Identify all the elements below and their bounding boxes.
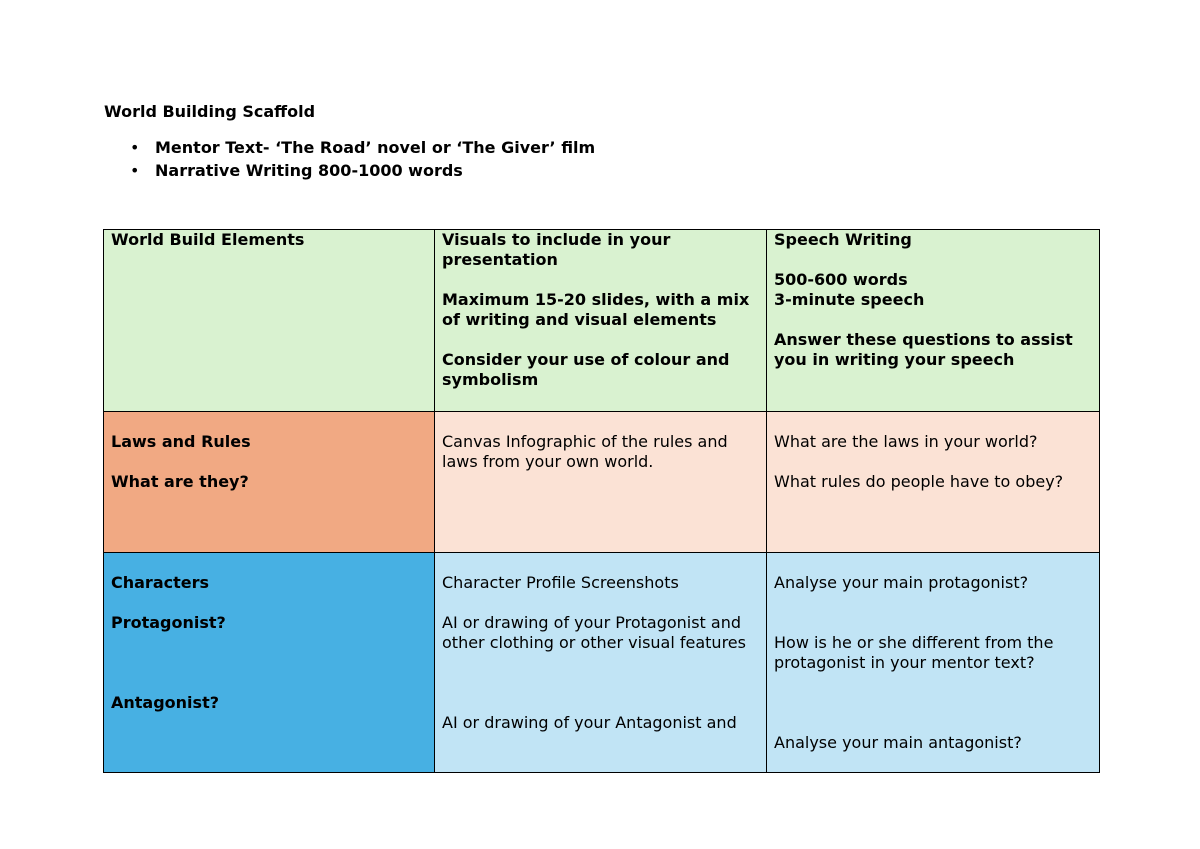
- header-visuals-title: Visuals to include in your presentation: [442, 230, 671, 269]
- bullet-text: Narrative Writing 800-1000 words: [155, 161, 463, 180]
- characters-speech-cell: [767, 553, 1100, 773]
- laws-label-question: What are they?: [111, 472, 249, 491]
- characters-question-3: Analyse your main antagonist?: [774, 733, 1022, 752]
- header-speech-words: 500-600 words: [774, 270, 908, 289]
- table-row-characters: [104, 553, 1100, 773]
- table-row-laws: [104, 412, 1100, 553]
- header-speech-title: Speech Writing: [774, 230, 912, 249]
- laws-question-2: What rules do people have to obey?: [774, 472, 1064, 491]
- bullet-text: Mentor Text- ‘The Road’ novel or ‘The Giver’ film: [155, 138, 596, 157]
- header-cell-elements: [104, 230, 435, 412]
- header-speech-instructions: Answer these questions to assist you in writing your speech: [774, 330, 1073, 369]
- characters-visual-1: Character Profile Screenshots: [442, 573, 679, 592]
- laws-visual-text: Canvas Infographic of the rules and laws from your own world.: [442, 432, 728, 471]
- bullet-dot-icon: •: [130, 138, 140, 157]
- world-building-table: [103, 229, 1100, 773]
- laws-question-1: What are the laws in your world?: [774, 432, 1038, 451]
- header-elements-text: World Build Elements: [111, 230, 305, 249]
- header-speech-duration: 3-minute speech: [774, 290, 925, 309]
- characters-label-antagonist: Antagonist?: [111, 693, 219, 712]
- characters-visual-cell: [435, 553, 767, 773]
- header-visuals-slides: Maximum 15-20 slides, with a mix of writing and visual elements: [442, 290, 750, 329]
- laws-label-title: Laws and Rules: [111, 432, 251, 451]
- bullet-item: [104, 159, 595, 182]
- bullet-dot-icon: •: [130, 161, 140, 180]
- characters-label-cell: [104, 553, 435, 773]
- characters-question-2: How is he or she different from the protagonist in your mentor text?: [774, 633, 1054, 672]
- characters-label-protagonist: Protagonist?: [111, 613, 226, 632]
- table-header-row: [104, 230, 1100, 412]
- bullet-list: [104, 136, 595, 182]
- laws-label-cell: [104, 412, 435, 553]
- bullet-item: [104, 136, 595, 159]
- header-cell-speech: [767, 230, 1100, 412]
- laws-speech-cell: [767, 412, 1100, 553]
- header-cell-visuals: [435, 230, 767, 412]
- characters-question-1: Analyse your main protagonist?: [774, 573, 1029, 592]
- laws-visual-cell: [435, 412, 767, 553]
- characters-visual-3: AI or drawing of your Antagonist and: [442, 713, 737, 732]
- document-title: World Building Scaffold: [104, 102, 316, 121]
- header-visuals-colour: Consider your use of colour and symbolism: [442, 350, 730, 389]
- characters-visual-2: AI or drawing of your Protagonist and other clothing or other visual features: [442, 613, 746, 652]
- characters-label-title: Characters: [111, 573, 210, 592]
